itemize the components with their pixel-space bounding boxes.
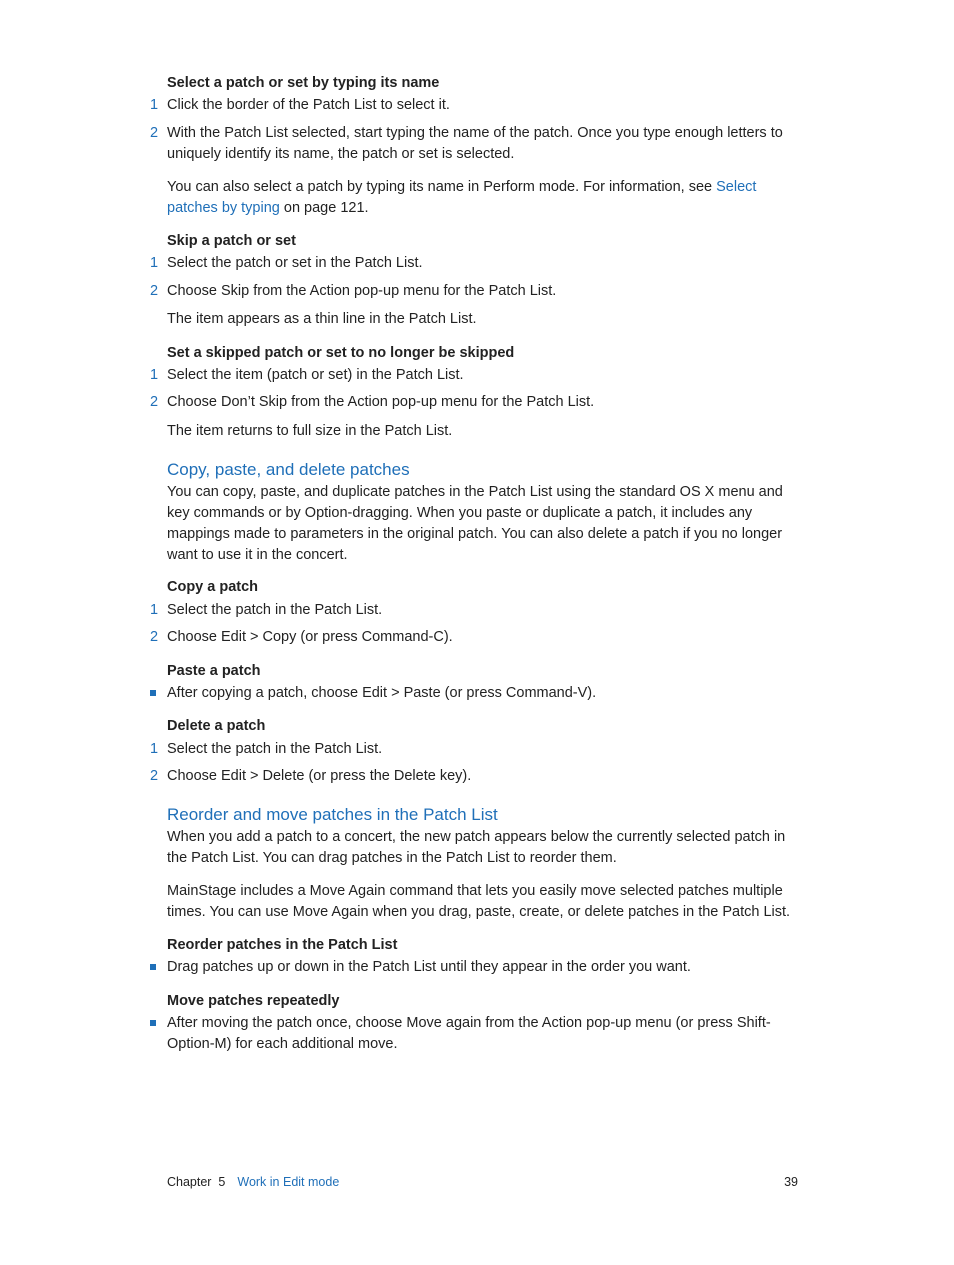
task-title-select-by-name: Select a patch or set by typing its name: [167, 75, 440, 91]
task-title-delete: Delete a patch: [167, 718, 266, 734]
step-text: Choose Skip from the Action pop-up menu for the Patch List.: [167, 283, 557, 299]
note-text: You can also select a patch by typing its name in Perform mode. For information, see: [167, 179, 717, 195]
step-text: Choose Edit > Copy (or press Command-C).: [167, 629, 453, 645]
step-text: Choose Don’t Skip from the Action pop-up menu for the Patch List.: [167, 394, 595, 410]
task-title-paste: Paste a patch: [167, 663, 261, 679]
step-text: Select the item (patch or set) in the Patch List.: [167, 367, 464, 383]
step-number: 1: [150, 367, 159, 383]
page-number: 39: [784, 1175, 798, 1189]
bullet-text: After moving the patch once, choose Move again from the Action pop-up menu (or press Shift-Option-M) for each additional move.: [167, 1015, 771, 1052]
note-paragraph: The item appears as a thin line in the Patch List.: [167, 311, 477, 327]
step-text: Select the patch in the Patch List.: [167, 602, 383, 618]
step-number: 2: [150, 768, 159, 784]
footer-chapter: [167, 1174, 339, 1190]
step-number: 1: [150, 602, 159, 618]
step-text: Select the patch in the Patch List.: [167, 741, 383, 757]
step-number: 1: [150, 97, 159, 113]
section-heading-copy-paste-delete: Copy, paste, and delete patches: [167, 460, 410, 479]
chapter-label: Chapter 5: [167, 1175, 226, 1189]
select-patches-by-typing-link[interactable]: Select patches by typing: [167, 179, 757, 216]
task-title-unskip: Set a skipped patch or set to no longer be skipped: [167, 345, 515, 361]
step-number: 2: [150, 394, 159, 410]
note-paragraph: [167, 177, 807, 219]
section-heading-reorder: Reorder and move patches in the Patch List: [167, 805, 498, 824]
note-text: on page 121.: [279, 200, 369, 216]
step-text: Choose Edit > Delete (or press the Delete key).: [167, 768, 472, 784]
task-title-reorder: Reorder patches in the Patch List: [167, 937, 398, 953]
step-number: 2: [150, 283, 159, 299]
step-number: 1: [150, 741, 159, 757]
note-paragraph: The item returns to full size in the Patch List.: [167, 423, 453, 439]
step-text: With the Patch List selected, start typing the name of the patch. Once you type enough letters to uniquely identify its name, the patch or set is selected.: [167, 125, 783, 162]
step-number: 1: [150, 255, 159, 271]
step-number: 2: [150, 629, 159, 645]
task-title-move: Move patches repeatedly: [167, 993, 340, 1009]
bullet-text: Drag patches up or down in the Patch List until they appear in the order you want.: [167, 959, 691, 975]
section-intro: When you add a patch to a concert, the new patch appears below the currently selected patch in the Patch List. You can drag patches in the Patch List to reorder them.: [167, 829, 786, 866]
task-title-copy: Copy a patch: [167, 579, 259, 595]
bullet-text: After copying a patch, choose Edit > Paste (or press Command-V).: [167, 685, 597, 701]
bullet-marker: [150, 1020, 156, 1026]
step-number: 2: [150, 125, 159, 141]
section-intro: MainStage includes a Move Again command that lets you easily move selected patches multiple times. You can use Move Again when you drag, paste, create, or delete patches in the Patch List.: [167, 883, 791, 920]
step-text: Select the patch or set in the Patch List.: [167, 255, 423, 271]
bullet-marker: [150, 690, 156, 696]
chapter-link[interactable]: Work in Edit mode: [237, 1175, 340, 1189]
bullet-marker: [150, 964, 156, 970]
task-title-skip: Skip a patch or set: [167, 233, 296, 249]
step-text: Click the border of the Patch List to select it.: [167, 97, 450, 113]
section-intro: You can copy, paste, and duplicate patches in the Patch List using the standard OS X menu and key commands or by Option-dragging. When you paste or duplicate a patch, it includes any mappings made to parameters in the original patch. You can also delete a patch if you no longer want to use it in the concert.: [167, 484, 783, 563]
